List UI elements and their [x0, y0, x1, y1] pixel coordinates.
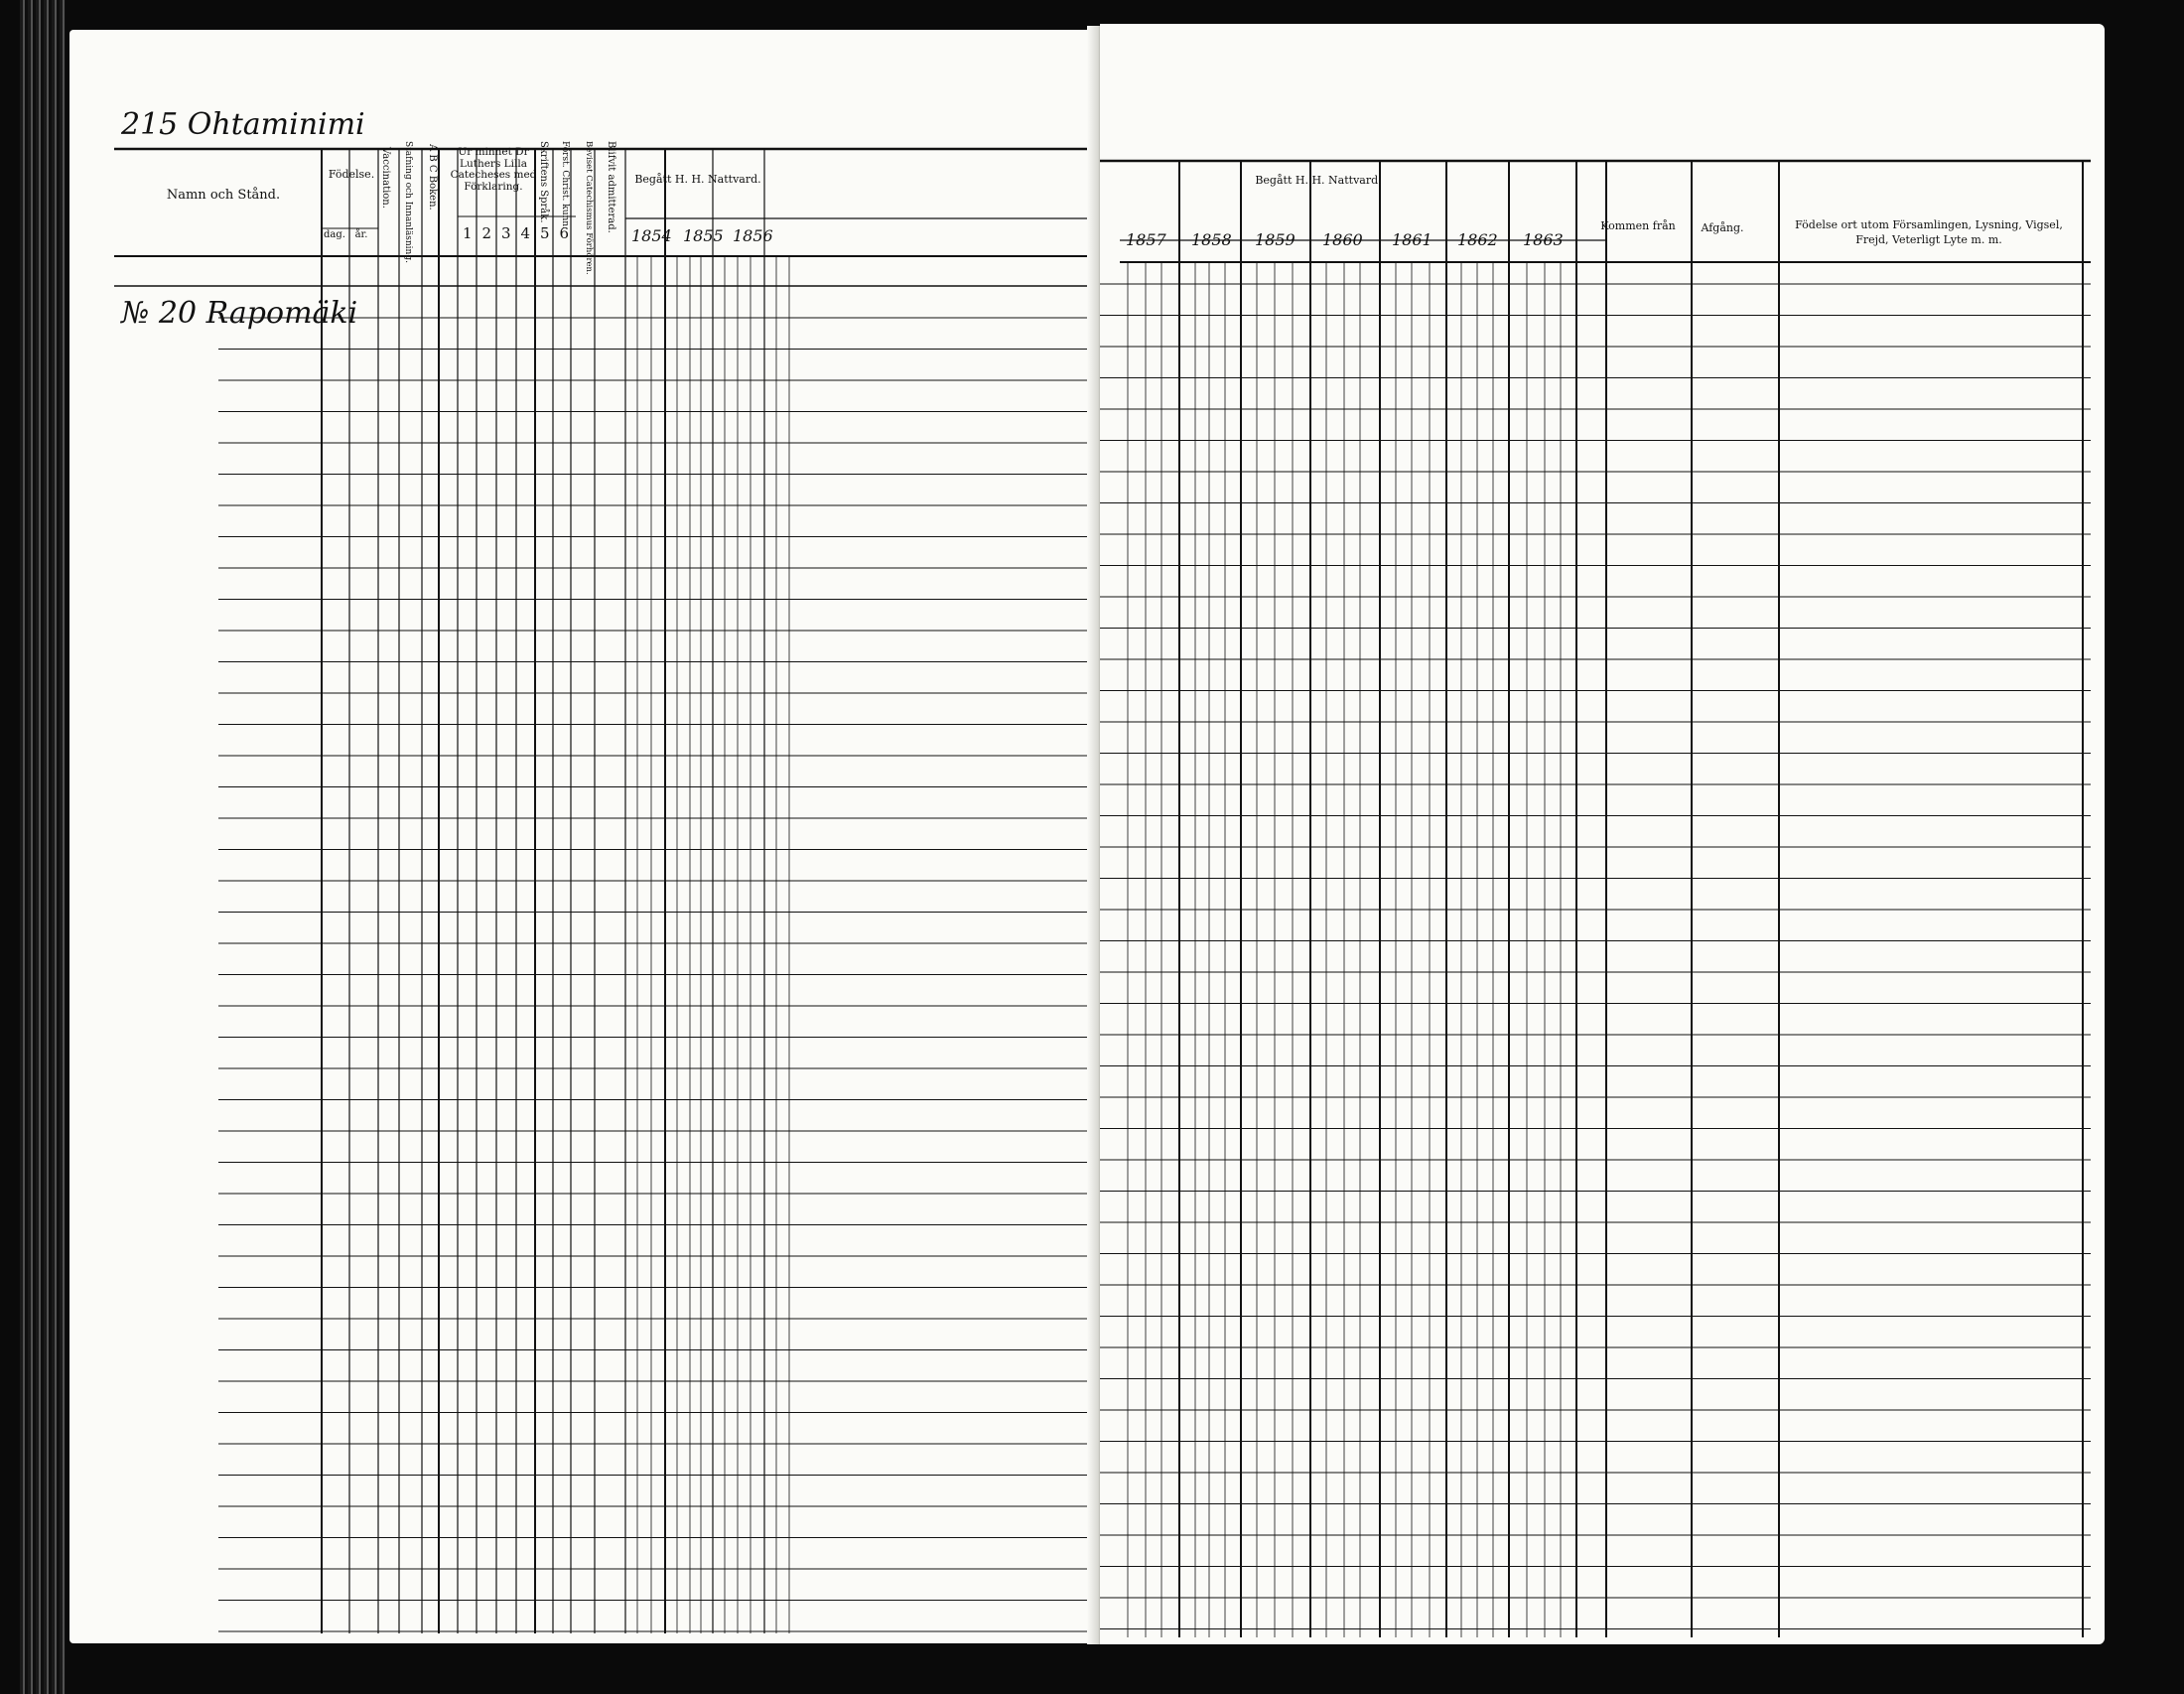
communion-year-1855: 1855 — [683, 226, 724, 245]
header-reading: Stafning och Innanläsning. — [403, 141, 413, 263]
header-catechism-exam: Beviset Catechismus Förhören. — [584, 141, 594, 275]
header-departed: Afgång. — [1701, 221, 1744, 234]
catechism-number-6: 6 — [559, 224, 570, 242]
communion-year-1857: 1857 — [1126, 230, 1166, 249]
header-scripture: Skriftens Språk. — [538, 141, 549, 223]
catechism-number-5: 5 — [540, 224, 550, 242]
header-admitted: Blifvit admitterad. — [606, 141, 616, 233]
communion-year-1858: 1858 — [1191, 230, 1232, 249]
left-page — [69, 30, 1107, 1643]
right-ledger-grid — [1100, 24, 2105, 1644]
communion-year-1863: 1863 — [1523, 230, 1564, 249]
catechism-number-2: 2 — [481, 224, 492, 242]
header-vaccination: Vaccination. — [380, 147, 391, 209]
header-communion-right: Begått H. H. Nattvard. — [1255, 174, 1382, 187]
right-page — [1100, 24, 2105, 1644]
catechism-number-3: 3 — [501, 224, 511, 242]
header-communion-left: Begått H. H. Nattvard. — [634, 173, 761, 186]
communion-year-1862: 1862 — [1457, 230, 1498, 249]
entry-household-label: № 20 Rapomäki — [121, 296, 358, 331]
communion-year-1859: 1859 — [1255, 230, 1296, 249]
communion-year-1856: 1856 — [733, 226, 773, 245]
header-notes: Födelse ort utom Församlingen, Lysning, Vigsel, Frejd, Veterligt Lyte m. m. — [1795, 218, 2063, 246]
catechism-number-4: 4 — [520, 224, 531, 242]
communion-year-1860: 1860 — [1322, 230, 1363, 249]
catechism-number-1: 1 — [463, 224, 473, 242]
header-birth-year: år. — [354, 229, 368, 240]
page-title-handwritten: 215 Ohtaminimi — [121, 107, 365, 142]
communion-year-1861: 1861 — [1392, 230, 1433, 249]
header-arrived: Kommen från — [1600, 219, 1676, 232]
header-birth-day: dag. — [324, 229, 345, 240]
header-catechism: Ur minnet Dr Luthers Lilla Catecheses med Förklaring. — [450, 146, 537, 193]
header-name: Namn och Stånd. — [166, 188, 281, 203]
header-abc: A B C Boken. — [427, 144, 438, 211]
communion-year-1854: 1854 — [631, 226, 672, 245]
scanner-edge — [20, 0, 66, 1694]
header-birth: Födelse. — [328, 168, 375, 181]
header-christianity: Först. Christ. kunn. — [560, 141, 570, 229]
